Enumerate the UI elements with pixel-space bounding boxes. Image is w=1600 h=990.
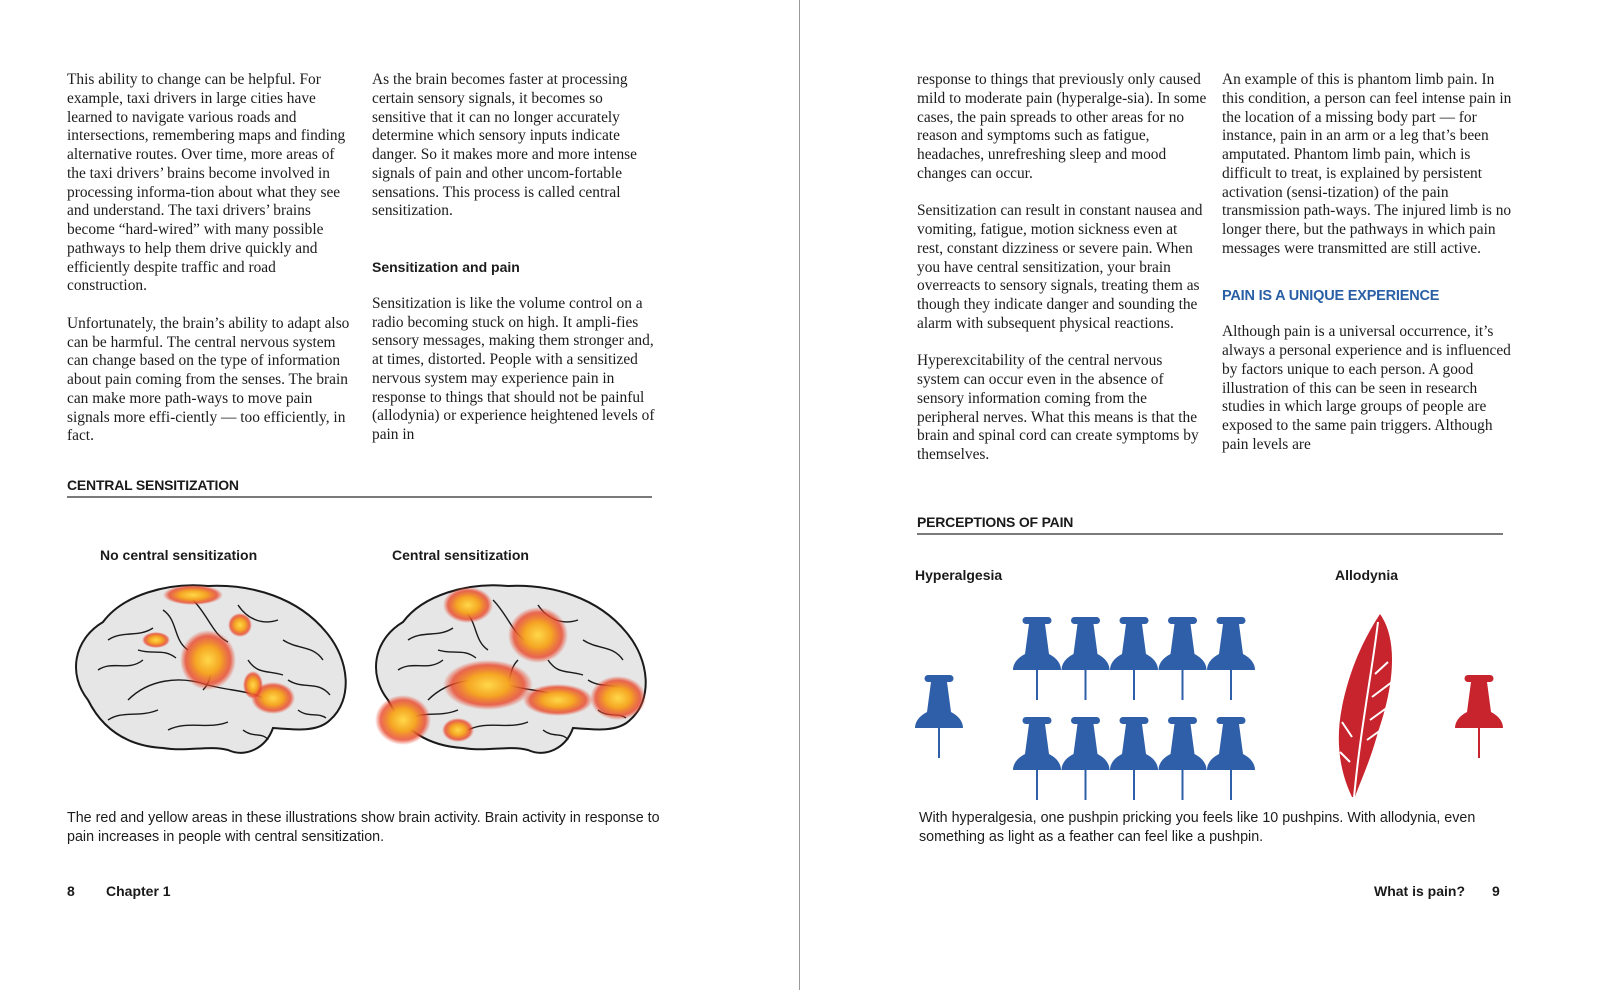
paragraph: Unfortunately, the brain’s ability to adapt also can be harmful. The central nervous system can change based on the type of information about pain coming from the senses. The brain can make more path-ways to move pain signals more effi-ciently — too efficiently, in fact. [67,314,350,445]
figure-label-sensitization: Central sensitization [392,547,529,563]
paragraph: Sensitization can result in constant nausea and vomiting, fatigue, motion sickness even at rest, constant dizziness or severe pain. When you have central sensitization, your brain overreacts to sensory signals, treating them as though they indicate danger and sounding the alarm with subsequent physical reactions. [917,202,1203,332]
pushpin-icon [1455,675,1503,758]
pushpin-icon [1207,617,1255,700]
pushpin-icon [1159,617,1207,700]
pushpin-icon [1207,717,1255,800]
subheading: Sensitization and pain [372,259,520,275]
pushpin-icon [1062,717,1110,800]
figure-label-hyperalgesia: Hyperalgesia [915,567,1003,583]
figure-caption: The red and yellow areas in these illustrations show brain activity. Brain activity in response to pain increases in people with central sensitization. [67,810,660,845]
paragraph: response to things that previously only caused mild to moderate pain (hyperalge-sia). In some cases, the pain spreads to other areas for no reason and symptoms such as fatigue, headaches, unrefreshing sleep and mood changes can occur. [917,71,1207,182]
figure-label-no-sensitization: No central sensitization [100,547,258,563]
paragraph: Hyperexcitability of the central nervous system can occur even in the absence of sensory information coming from the peripheral nerves. What this means is that the brain and spinal cord can create symptoms by themselves. [917,352,1199,463]
figure-title: PERCEPTIONS OF PAIN [917,514,1074,530]
section-heading: PAIN IS A UNIQUE EXPERIENCE [1222,287,1440,304]
feather-icon [1330,612,1410,802]
pushpin-icon [1013,717,1061,800]
running-head-chapter: Chapter 1 [106,883,171,899]
paragraph: Sensitization is like the volume control on a radio becoming stuck on high. It ampli-fies sensory messages, making them stronger and, at times, distorted. People with a sensitized nervous system may experience pain in response to things that should not be painful (allodynia) or experience heightened levels of pain in [372,294,655,443]
pushpin-icon [915,675,963,758]
pushpin-icon [1110,717,1158,800]
pushpin-icon [1062,617,1110,700]
running-head-title: What is pain? [1374,883,1465,899]
pushpin-icon [1159,717,1207,800]
paragraph: An example of this is phantom limb pain. In this condition, a person can feel intense pain in the location of a missing body part — for instance, pain in an arm or a leg that’s been amputated. Phantom limb pain, which is difficult to treat, is explained by persistent activation (sensi-tization) of the pain transmission path-ways. The injured limb is no longer there, but the pathways in which pain messages were transmitted are still active. [1222,71,1512,257]
figure-label-allodynia: Allodynia [1335,567,1399,583]
pushpin-icon [1110,617,1158,700]
pushpin-icon [1013,617,1061,700]
paragraph: As the brain becomes faster at processing certain sensory signals, it becomes so sensitive that it can no longer accurately determine which sensory inputs indicate danger. So it makes more and more intense signals of pain and other uncom-fortable sensations. This process is called central sensitization. [372,71,637,220]
paragraph: This ability to change can be helpful. For example, taxi drivers in large cities have learned to navigate various roads and intersections, remembering maps and finding alternative routes. Over time, more areas of the taxi drivers’ brains become involved in processing informa-tion about what they see and understand. The taxi drivers’ brains become “hard-wired” with many possible pathways to help them drive quickly and efficiently despite traffic and road construction. [67,71,346,295]
paragraph: Although pain is a universal occurrence, it’s always a personal experience and is influenced by factors unique to each person. A good illustration of this can be seen in research studies in which large groups of people are exposed to the same pain triggers. Although pain levels are [1222,323,1511,453]
figure-title: CENTRAL SENSITIZATION [67,477,239,493]
page-number: 8 [67,883,75,899]
figure-caption: With hyperalgesia, one pushpin pricking you feels like 10 pushpins. With allodynia, even something as light as a feather can feel like a pushpin. [919,810,1476,845]
page-number: 9 [1492,883,1500,899]
